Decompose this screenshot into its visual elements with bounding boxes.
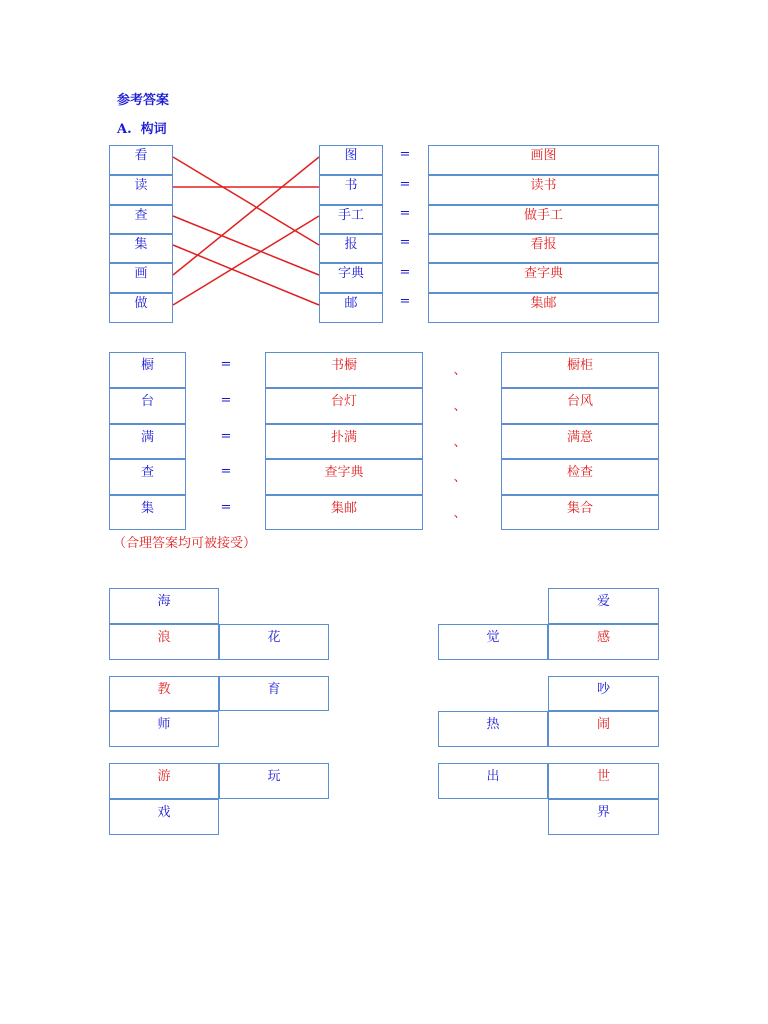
left-cell: 看 <box>109 145 173 175</box>
connector-line <box>173 157 319 245</box>
word-answer-cell: 查字典 <box>265 459 423 495</box>
crossword-cell: 觉 <box>438 624 548 660</box>
left-cell: 查 <box>109 205 173 234</box>
left-cell: 读 <box>109 175 173 205</box>
crossword-cell: 玩 <box>219 763 329 799</box>
word-char-cell: 满 <box>109 424 186 459</box>
word-answer-cell: 集邮 <box>265 495 423 530</box>
separator-mark: 、 <box>453 399 467 414</box>
word-answer-cell: 台灯 <box>265 388 423 424</box>
answer-cell: 看报 <box>428 234 659 263</box>
answer-cell: 画图 <box>428 145 659 175</box>
equals-sign: = <box>399 265 411 280</box>
equals-sign: = <box>399 235 411 250</box>
page-title: 参考答案 <box>117 93 170 108</box>
equals-sign: = <box>220 357 232 372</box>
crossword-cell: 界 <box>548 799 659 835</box>
middle-cell: 手工 <box>319 205 383 234</box>
word-answer-cell: 台风 <box>501 388 659 424</box>
word-char-cell: 台 <box>109 388 186 424</box>
answer-cell: 集邮 <box>428 293 659 323</box>
crossword-cell: 戏 <box>109 799 219 835</box>
middle-cell: 字典 <box>319 263 383 293</box>
crossword-cell: 浪 <box>109 624 219 660</box>
crossword-cell: 世 <box>548 763 659 799</box>
crossword-cell: 育 <box>219 676 329 711</box>
left-cell: 画 <box>109 263 173 293</box>
equals-sign: = <box>399 206 411 221</box>
word-char-cell: 橱 <box>109 352 186 388</box>
crossword-cell: 感 <box>548 624 659 660</box>
crossword-cell: 爱 <box>548 588 659 624</box>
separator-mark: 、 <box>453 470 467 485</box>
separator-mark: 、 <box>453 363 467 378</box>
word-char-cell: 查 <box>109 459 186 495</box>
word-char-cell: 集 <box>109 495 186 530</box>
crossword-cell: 闹 <box>548 711 659 747</box>
word-answer-cell: 集合 <box>501 495 659 530</box>
connector-line <box>173 216 319 305</box>
equals-sign: = <box>220 393 232 408</box>
word-answer-cell: 检查 <box>501 459 659 495</box>
word-answer-cell: 满意 <box>501 424 659 459</box>
connector-line <box>173 216 319 275</box>
crossword-cell: 出 <box>438 763 548 799</box>
middle-cell: 报 <box>319 234 383 263</box>
answer-cell: 做手工 <box>428 205 659 234</box>
crossword-cell: 海 <box>109 588 219 624</box>
word-answer-cell: 橱柜 <box>501 352 659 388</box>
answer-cell: 查字典 <box>428 263 659 293</box>
crossword-cell: 教 <box>109 676 219 711</box>
middle-cell: 邮 <box>319 293 383 323</box>
left-cell: 集 <box>109 234 173 263</box>
acceptance-note: （合理答案均可被接受） <box>113 536 257 551</box>
connector-line <box>173 157 319 275</box>
crossword-cell: 热 <box>438 711 548 747</box>
equals-sign: = <box>220 464 232 479</box>
equals-sign: = <box>399 294 411 309</box>
word-answer-cell: 扑满 <box>265 424 423 459</box>
crossword-cell: 游 <box>109 763 219 799</box>
matching-connector-lines <box>0 0 768 400</box>
crossword-cell: 吵 <box>548 676 659 711</box>
equals-sign: = <box>220 429 232 444</box>
middle-cell: 书 <box>319 175 383 205</box>
answer-cell: 读书 <box>428 175 659 205</box>
left-cell: 做 <box>109 293 173 323</box>
separator-mark: 、 <box>453 506 467 521</box>
separator-mark: 、 <box>453 435 467 450</box>
equals-sign: = <box>220 500 232 515</box>
crossword-cell: 师 <box>109 711 219 747</box>
word-answer-cell: 书橱 <box>265 352 423 388</box>
equals-sign: = <box>399 147 411 162</box>
middle-cell: 图 <box>319 145 383 175</box>
equals-sign: = <box>399 177 411 192</box>
section-a-heading: A. 构词 <box>117 122 167 137</box>
crossword-cell: 花 <box>219 624 329 660</box>
connector-line <box>173 245 319 305</box>
